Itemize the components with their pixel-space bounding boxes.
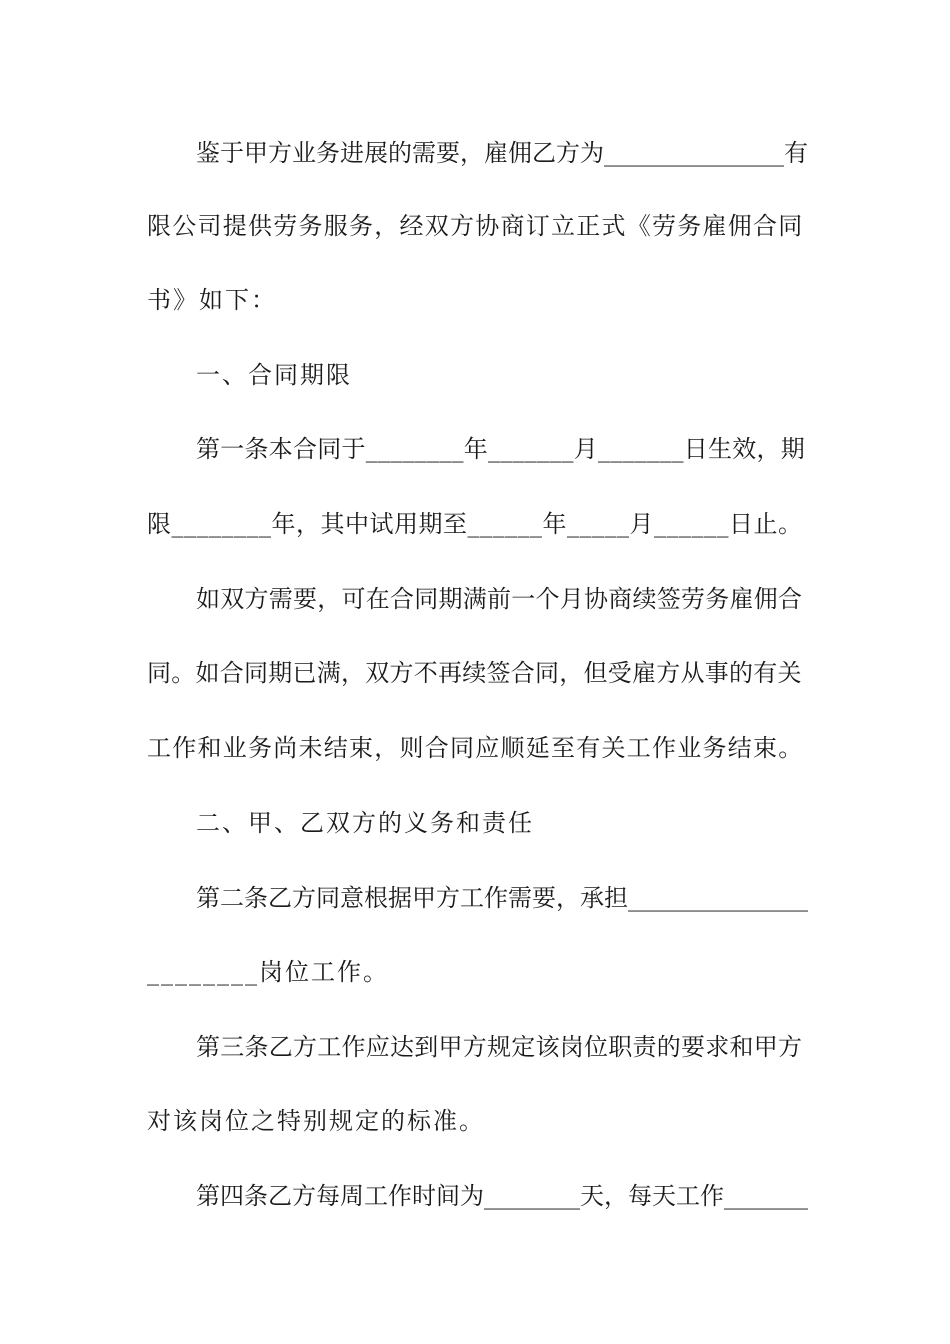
paragraph-line: 书》如下： bbox=[147, 286, 277, 314]
section-heading: 一、合同期限 bbox=[196, 361, 352, 389]
paragraph-line: 第二条乙方同意根据甲方工作需要，承担_______________ bbox=[196, 884, 808, 912]
paragraph-line: 工作和业务尚未结束，则合同应顺延至有关工作业务结束。 bbox=[147, 734, 804, 762]
paragraph-line: 如双方需要，可在合同期满前一个月协商续签劳务雇佣合 bbox=[196, 585, 803, 613]
paragraph-line: 鉴于甲方业务进展的需要，雇佣乙方为_______________有 bbox=[196, 139, 808, 167]
paragraph-line: 对该岗位之特别规定的标准。 bbox=[147, 1107, 485, 1135]
paragraph-line: 第四条乙方每周工作时间为________天，每天工作_______ bbox=[196, 1182, 808, 1210]
paragraph-line: 第三条乙方工作应达到甲方规定该岗位职责的要求和甲方 bbox=[196, 1033, 803, 1061]
section-heading: 二、甲、乙双方的义务和责任 bbox=[196, 809, 534, 837]
paragraph-line: 第一条本合同于________年_______月_______日生效，期 bbox=[196, 435, 805, 463]
paragraph-line: 限________年，其中试用期至______年_____月______日止。 bbox=[147, 510, 803, 538]
paragraph-line: 限公司提供劳务服务，经双方协商订立正式《劳务雇佣合同 bbox=[147, 212, 804, 240]
paragraph-line: ________岗位工作。 bbox=[147, 958, 389, 986]
paragraph-line: 同。如合同期已满，双方不再续签合同，但受雇方从事的有关 bbox=[147, 659, 802, 687]
